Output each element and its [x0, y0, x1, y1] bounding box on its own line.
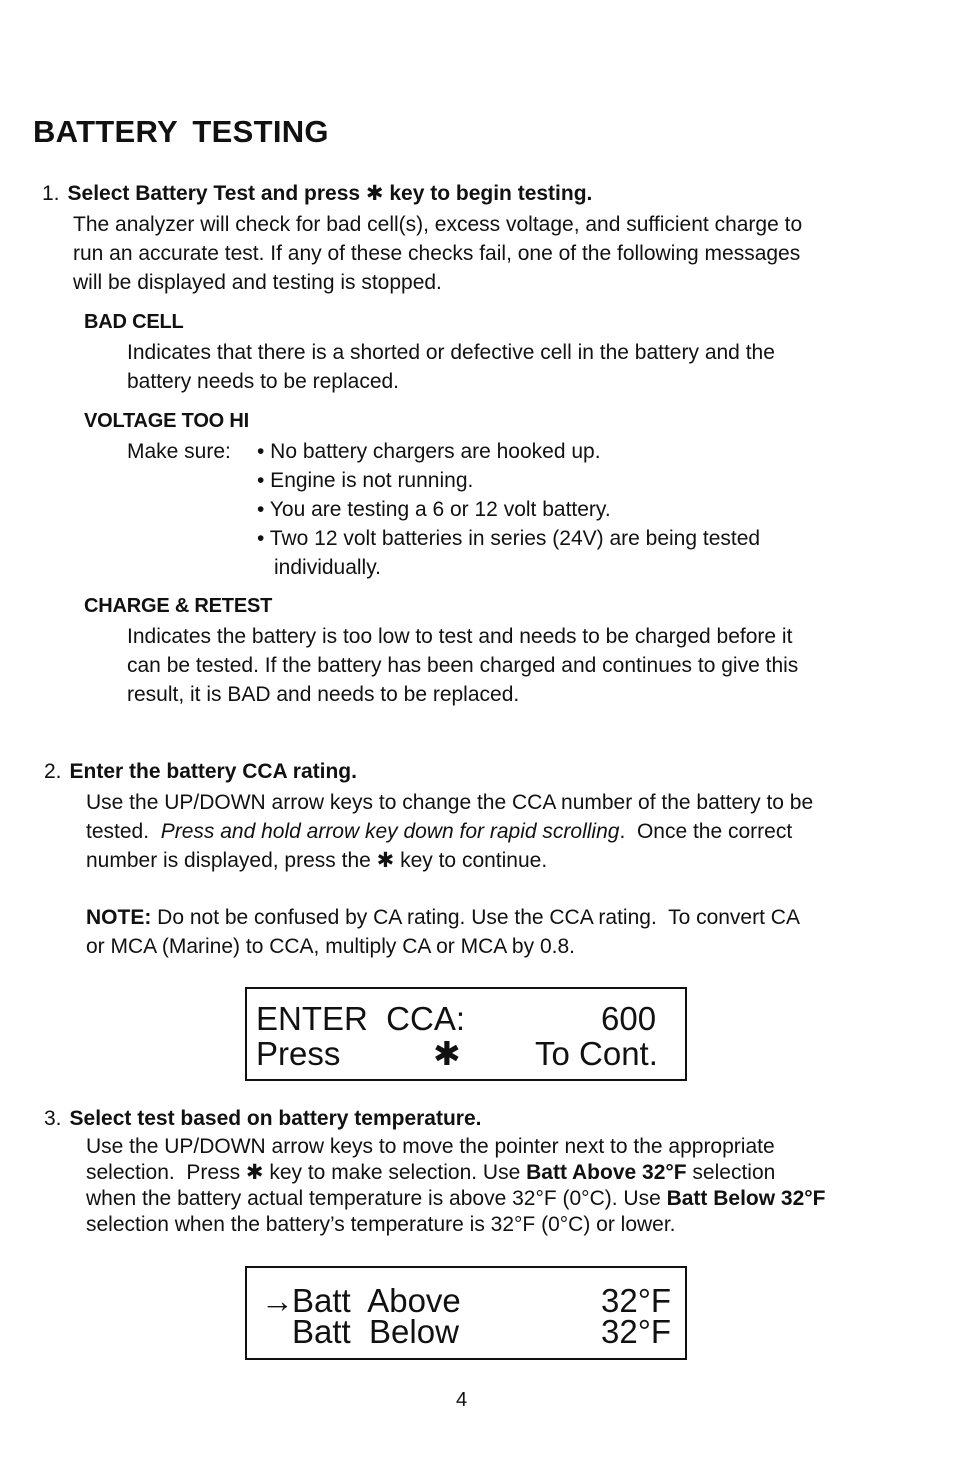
bad-cell-title: BAD CELL: [84, 311, 184, 333]
step3-body-line: selection when the battery’s temperature is 32°F (0°C) or lower.: [86, 1213, 676, 1236]
step1-number: 1.: [42, 182, 60, 205]
step1-heading: [42, 181, 592, 206]
checklist-item: • No battery chargers are hooked up.: [257, 440, 601, 463]
checklist-item: • You are testing a 6 or 12 volt battery.: [257, 498, 611, 521]
bad-cell-line: Indicates that there is a shorted or defective cell in the battery and the: [127, 341, 775, 364]
step3-body-line: Use the UP/DOWN arrow keys to move the pointer next to the appropriate: [86, 1135, 775, 1158]
lcd-to-cont-label: To Cont.: [535, 1035, 658, 1072]
step2-body: [86, 788, 813, 875]
lcd-batt-below-label: Batt Below: [292, 1313, 459, 1350]
step3-body-line: [86, 1160, 826, 1186]
note-text: Do not be confused by CA rating. Use the CCA rating. To convert CA: [151, 906, 800, 929]
lcd-below-temp-value: 32°F: [601, 1313, 672, 1350]
lcd-pointer-arrow-icon: →: [261, 1282, 294, 1319]
checklist-item: • Engine is not running.: [257, 469, 474, 492]
voltage-too-hi-title: VOLTAGE TOO HI: [84, 410, 249, 432]
charge-retest-title: CHARGE & RETEST: [84, 595, 273, 617]
checklist-item: • Two 12 volt batteries in series (24V) are being tested: [257, 527, 761, 550]
step3-body-line: [86, 1186, 826, 1212]
step1-body-line: The analyzer will check for bad cell(s), excess voltage, and sufficient charge to: [73, 213, 803, 236]
step1-body: [73, 210, 802, 297]
step2-text: tested.: [86, 820, 161, 843]
step3-heading: [44, 1107, 482, 1131]
bad-cell-description: [127, 338, 775, 396]
page-title: BATTERY TESTING: [33, 114, 329, 149]
lcd-cca-value: 600: [601, 1000, 657, 1037]
step2-heading: [44, 760, 357, 784]
charge-retest-line: result, it is BAD and needs to be replaced.: [127, 683, 520, 706]
step2-number: 2.: [44, 760, 62, 783]
step2-heading-text: Enter the battery CCA rating.: [69, 760, 357, 783]
cca-lcd-display: [245, 987, 687, 1081]
step3-heading-text: Select test based on battery temperature.: [69, 1107, 482, 1130]
note-line: or MCA (Marine) to CCA, multiply CA or MCA by 0.8.: [86, 935, 575, 958]
charge-retest-line: can be tested. If the battery has been charged and continues to give this: [127, 654, 799, 677]
lcd-star-key-icon: ✱: [433, 1035, 461, 1072]
step2-body-line: [86, 817, 813, 846]
step1-heading-text: Select Battery Test and press ✱ key to begin testing.: [67, 182, 593, 205]
step3-number: 3.: [44, 1107, 62, 1130]
step2-body-line: number is displayed, press the ✱ key to continue.: [86, 849, 548, 872]
batt-below-term: Batt Below 32°F: [666, 1187, 826, 1210]
checklist-item-continuation: individually.: [274, 556, 381, 579]
step3-text: selection: [686, 1161, 776, 1184]
voltage-checklist: [257, 437, 760, 582]
lcd-enter-cca-label: ENTER CCA:: [256, 1000, 466, 1037]
step1-body-line: will be displayed and testing is stopped.: [73, 271, 442, 294]
step1-body-line: run an accurate test. If any of these checks fail, one of the following messages: [73, 242, 801, 265]
make-sure-label: Make sure:: [127, 440, 231, 463]
lcd-press-label: Press: [256, 1035, 341, 1072]
step2-note: [86, 903, 800, 961]
step2-italic-tip: Press and hold arrow key down for rapid scrolling: [160, 820, 620, 843]
bad-cell-line: battery needs to be replaced.: [127, 370, 400, 393]
batt-above-term: Batt Above 32°F: [526, 1161, 687, 1184]
charge-retest-description: [127, 622, 798, 709]
charge-retest-line: Indicates the battery is too low to test and needs to be charged before it: [127, 625, 793, 648]
lcd-batt-above-label: Batt Above: [292, 1282, 461, 1319]
step3-body: [86, 1134, 826, 1238]
temperature-lcd-display: [245, 1266, 687, 1360]
page-number: 4: [456, 1389, 468, 1411]
step3-text: selection. Press ✱ key to make selection. Use: [86, 1161, 527, 1184]
lcd-above-temp-value: 32°F: [601, 1282, 672, 1319]
step2-body-line: Use the UP/DOWN arrow keys to change the CCA number of the battery to be: [86, 791, 814, 814]
note-line: [86, 903, 800, 932]
note-label: NOTE:: [86, 906, 152, 929]
step2-text: . Once the correct: [619, 820, 793, 843]
step3-text: when the battery actual temperature is above 32°F (0°C). Use: [86, 1187, 667, 1210]
